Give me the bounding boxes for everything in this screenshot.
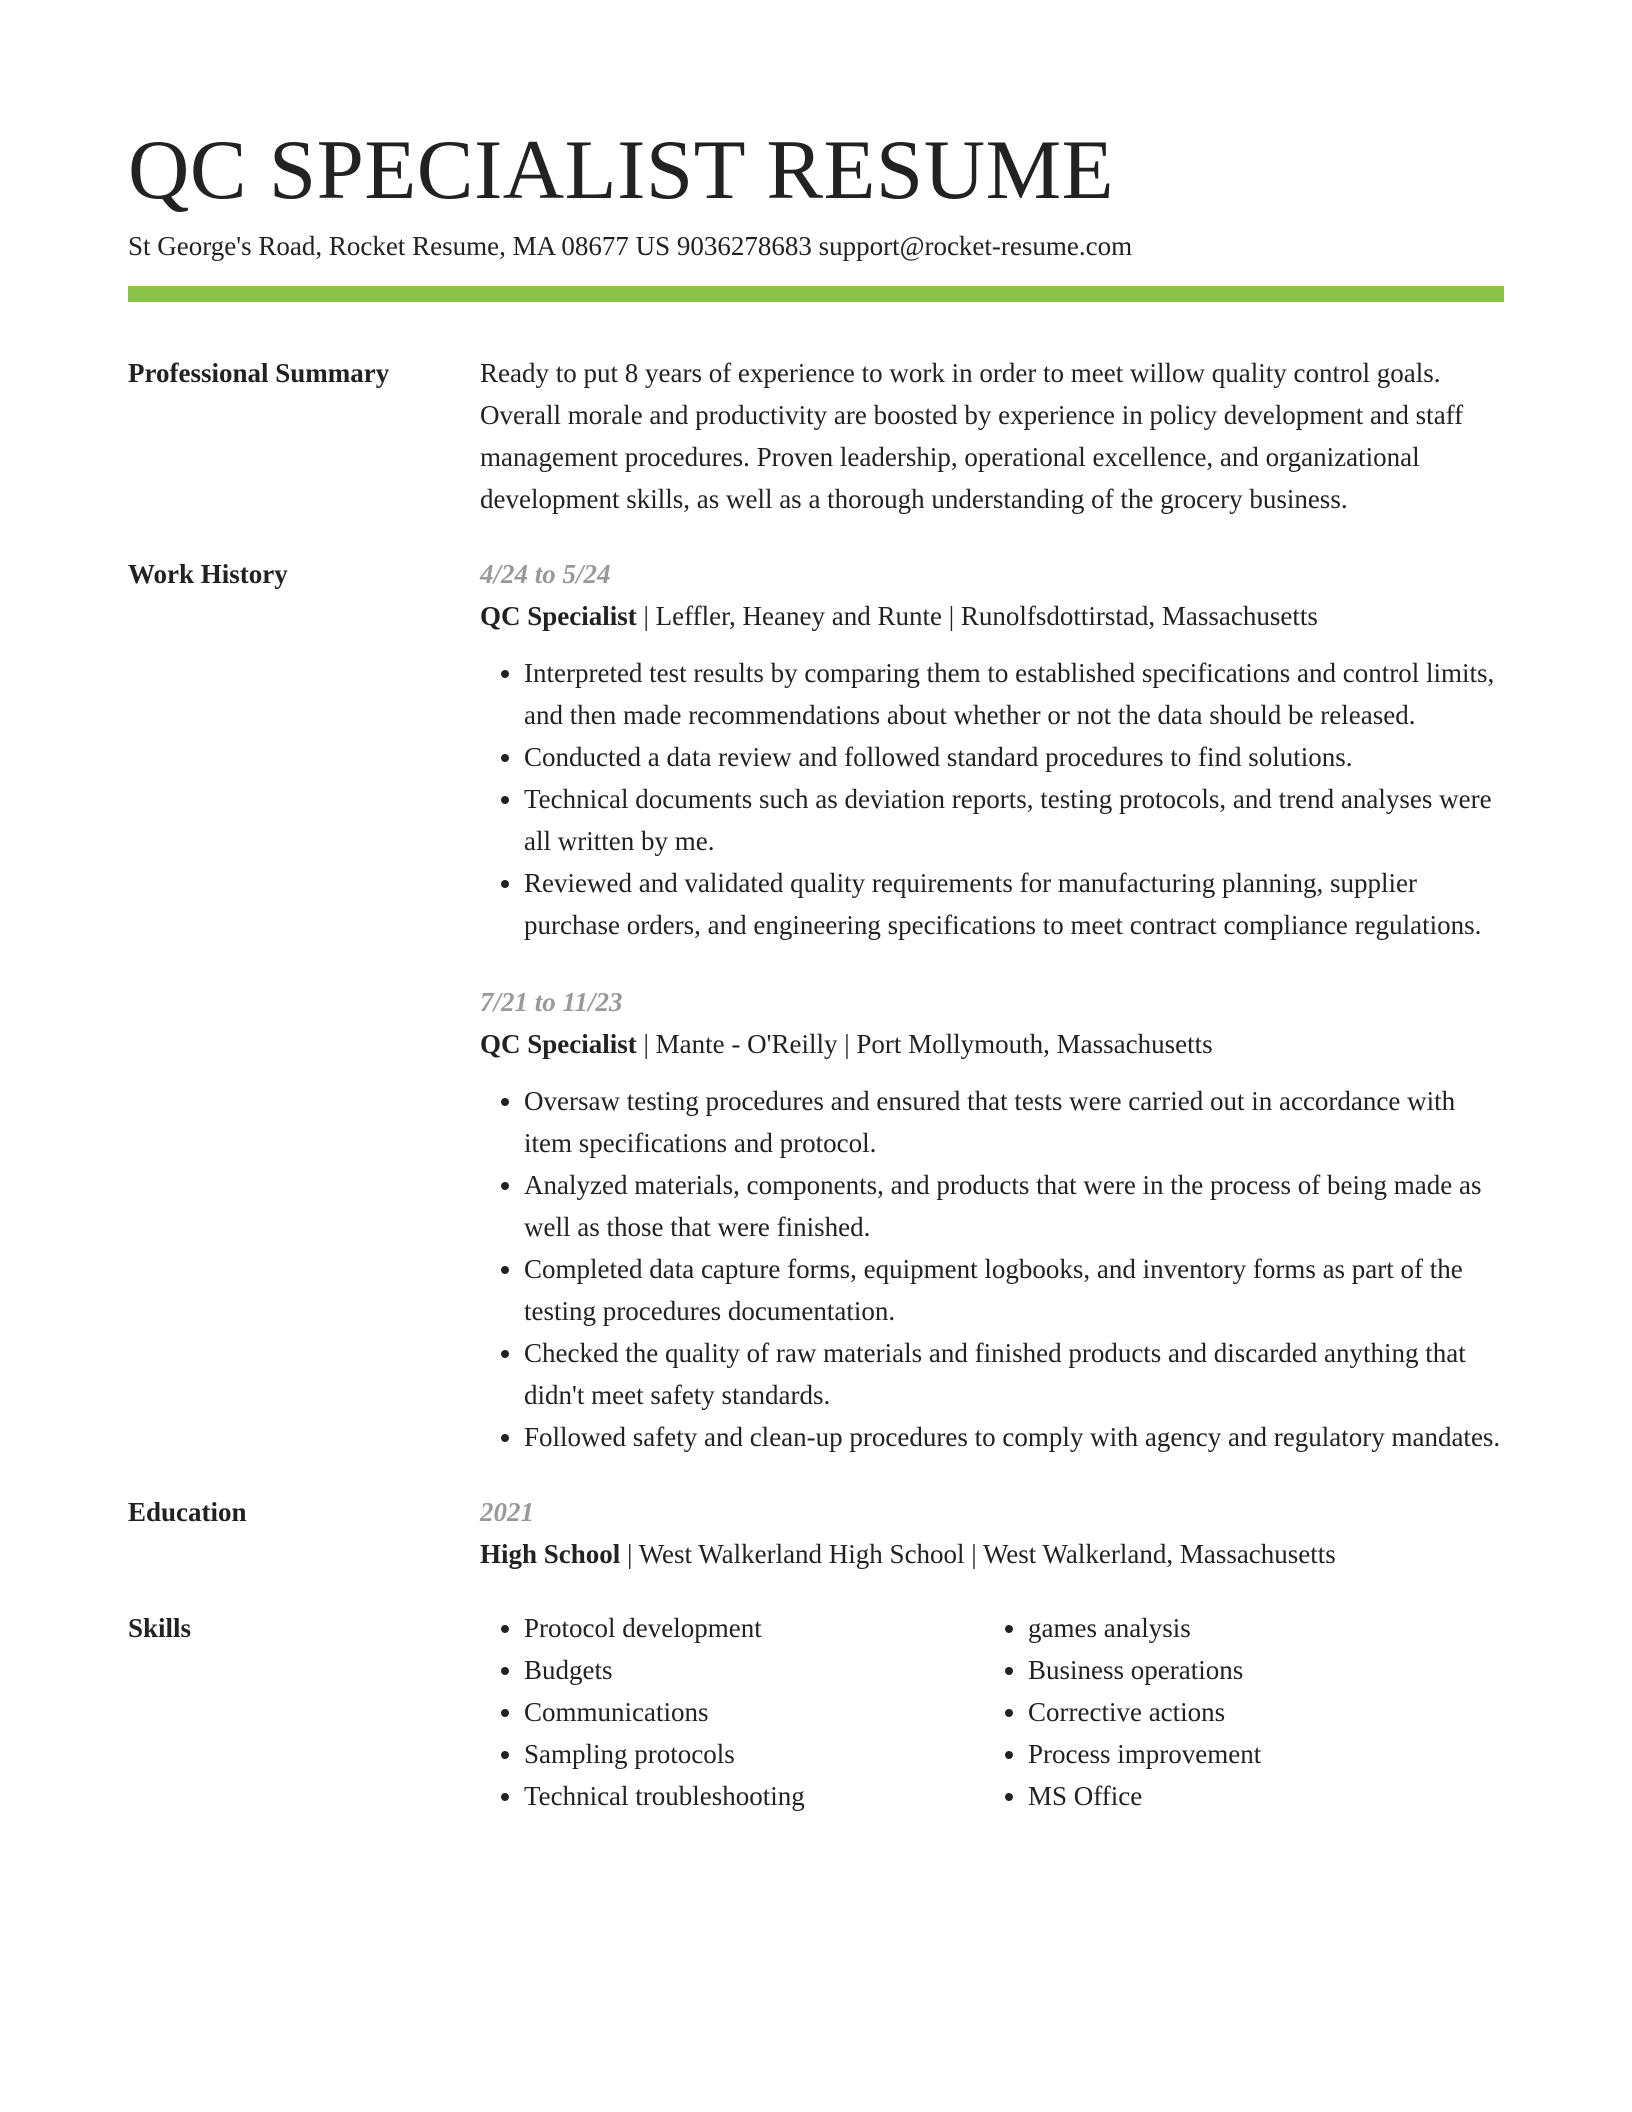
list-item: • Conducted a data review and followed standard procedures to find solutions. bbox=[524, 736, 1504, 778]
skill-item: • Protocol development bbox=[524, 1607, 984, 1649]
skills-list-left bbox=[480, 1607, 984, 1817]
job-details: | Mante - O'Reilly | Port Mollymouth, Massachusetts bbox=[636, 1029, 1213, 1059]
education-year: 2021 bbox=[480, 1497, 534, 1527]
skill-item: • games analysis bbox=[1028, 1607, 1488, 1649]
job-dates: 7/21 to 11/23 bbox=[480, 987, 623, 1017]
contact-info: St George's Road, Rocket Resume, MA 08677 US 9036278683 support@rocket-resume.com bbox=[128, 231, 1133, 261]
skill-item: • Business operations bbox=[1028, 1649, 1488, 1691]
skills-section bbox=[128, 1607, 1504, 1817]
accent-divider bbox=[128, 286, 1504, 302]
education-body bbox=[480, 1491, 1504, 1575]
job-title: QC Specialist bbox=[480, 1029, 637, 1059]
skills-columns bbox=[480, 1607, 1504, 1817]
job-dates: 4/24 to 5/24 bbox=[480, 559, 611, 589]
list-item: • Oversaw testing procedures and ensured that tests were carried out in accordance with item specifications and protocol. bbox=[524, 1080, 1504, 1164]
job-entry bbox=[480, 981, 1504, 1458]
skill-item: • Budgets bbox=[524, 1649, 984, 1691]
education-section bbox=[128, 1491, 1504, 1575]
summary-body bbox=[480, 352, 1504, 520]
section-label-summary: Professional Summary bbox=[128, 358, 390, 388]
skill-item: • Communications bbox=[524, 1691, 984, 1733]
job-title: QC Specialist bbox=[480, 601, 637, 631]
list-item: • Completed data capture forms, equipment logbooks, and inventory forms as part of the testing procedures documentation. bbox=[524, 1248, 1504, 1332]
job-details: | Leffler, Heaney and Runte | Runolfsdottirstad, Massachusetts bbox=[636, 601, 1318, 631]
section-label-education: Education bbox=[128, 1497, 247, 1527]
work-history-section bbox=[128, 553, 1504, 1458]
resume-title: QC SPECIALIST RESUME bbox=[128, 123, 1115, 217]
job-entry bbox=[480, 553, 1504, 946]
summary-section bbox=[128, 352, 1504, 520]
section-label-skills: Skills bbox=[128, 1613, 192, 1643]
summary-text: Ready to put 8 years of experience to work in order to meet willow quality control goals. Overall morale and productivity are boosted by experience in policy development and staff management procedures. Proven leadership, operational excellence, and organizational development skills, as well as a thorough understanding of the grocery business. bbox=[480, 358, 1464, 514]
skills-body bbox=[480, 1607, 1504, 1817]
skill-item: • Sampling protocols bbox=[524, 1733, 984, 1775]
skill-item: • Corrective actions bbox=[1028, 1691, 1488, 1733]
list-item: • Technical documents such as deviation reports, testing protocols, and trend analyses were all written by me. bbox=[524, 778, 1504, 862]
list-item: • Followed safety and clean-up procedures to comply with agency and regulatory mandates. bbox=[524, 1416, 1504, 1458]
education-degree: High School bbox=[480, 1539, 621, 1569]
list-item: • Reviewed and validated quality requirements for manufacturing planning, supplier purchase orders, and engineering specifications to meet contract compliance regulations. bbox=[524, 862, 1504, 946]
work-history-body bbox=[480, 553, 1504, 1458]
job-bullets bbox=[480, 1080, 1504, 1458]
skill-item: • Technical troubleshooting bbox=[524, 1775, 984, 1817]
education-line bbox=[480, 1533, 1504, 1575]
education-details: | West Walkerland High School | West Walkerland, Massachusetts bbox=[620, 1539, 1336, 1569]
list-item: • Analyzed materials, components, and products that were in the process of being made as well as those that were finished. bbox=[524, 1164, 1504, 1248]
list-item: • Checked the quality of raw materials and finished products and discarded anything that didn't meet safety standards. bbox=[524, 1332, 1504, 1416]
skills-list-right bbox=[984, 1607, 1488, 1817]
job-role-line bbox=[480, 595, 1504, 637]
section-label-work-history: Work History bbox=[128, 559, 288, 589]
job-role-line bbox=[480, 1023, 1504, 1065]
list-item: • Interpreted test results by comparing them to established specifications and control limits, and then made recommendations about whether or not the data should be released. bbox=[524, 652, 1504, 736]
skill-item: • MS Office bbox=[1028, 1775, 1488, 1817]
skill-item: • Process improvement bbox=[1028, 1733, 1488, 1775]
job-bullets bbox=[480, 652, 1504, 946]
